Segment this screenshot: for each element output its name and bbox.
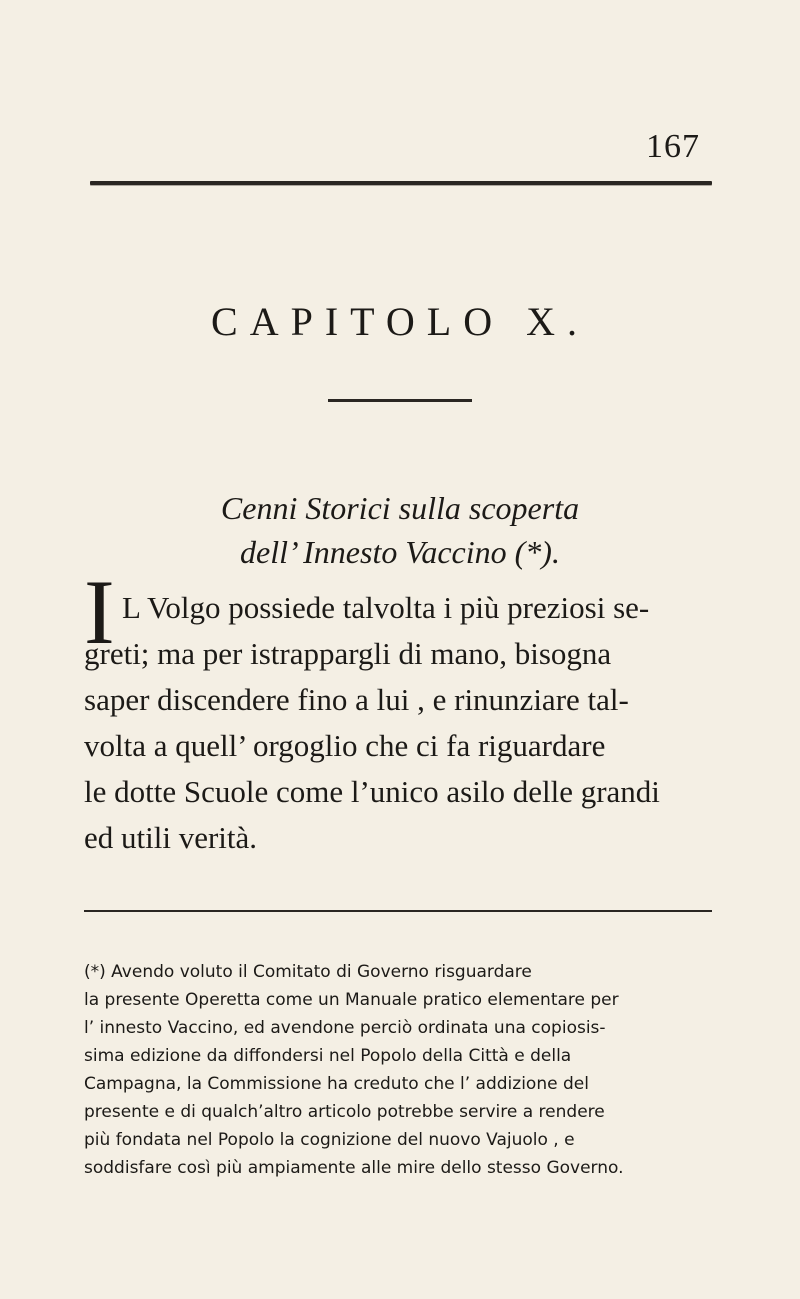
chapter-subtitle-line-1: Cenni Storici sulla scoperta	[220, 490, 580, 526]
footnote-line: sima edizione da diffondersi nel Popolo della Città e della	[84, 1046, 572, 1066]
footnote-line: l’ innesto Vaccino, ed avendone perciò ordinata una copiosis-	[84, 1018, 606, 1038]
footnote-line: Campagna, la Commissione ha creduto che l’ addizione del	[84, 1074, 589, 1094]
paragraph-line: L Volgo possiede talvolta i più preziosi se-	[122, 590, 650, 625]
drop-cap: I	[84, 561, 115, 663]
chapter-subtitle-line-2: dell’ Innesto Vaccino (*).	[240, 534, 560, 570]
paragraph-line: greti; ma per istrappargli di mano, bisogna	[84, 636, 612, 671]
footnote-line: la presente Operetta come un Manuale pratico elementare per	[84, 990, 619, 1010]
paragraph-line: saper discendere fino a lui , e rinunziare tal-	[84, 682, 629, 717]
paragraph-line: volta a quell’ orgoglio che ci fa riguardare	[84, 728, 606, 763]
footnote-line: più fondata nel Popolo la cognizione del nuovo Vajuolo , e	[84, 1130, 575, 1150]
footnote-line: soddisfare così più ampiamente alle mire dello stesso Governo.	[84, 1158, 624, 1178]
footnote-line: presente e di qualch’altro articolo potrebbe servire a rendere	[84, 1102, 605, 1122]
header-rule	[90, 181, 712, 185]
footnote-line: (*) Avendo voluto il Comitato di Governo risguardare	[84, 962, 532, 982]
page-number: 167	[646, 128, 700, 165]
chapter-heading: CAPITOLO X.	[211, 299, 589, 344]
paragraph-line: le dotte Scuole come l’unico asilo delle grandi	[84, 774, 660, 809]
chapter-divider	[328, 399, 472, 402]
footnote-rule	[84, 910, 712, 912]
paragraph-line: ed utili verità.	[84, 820, 258, 855]
